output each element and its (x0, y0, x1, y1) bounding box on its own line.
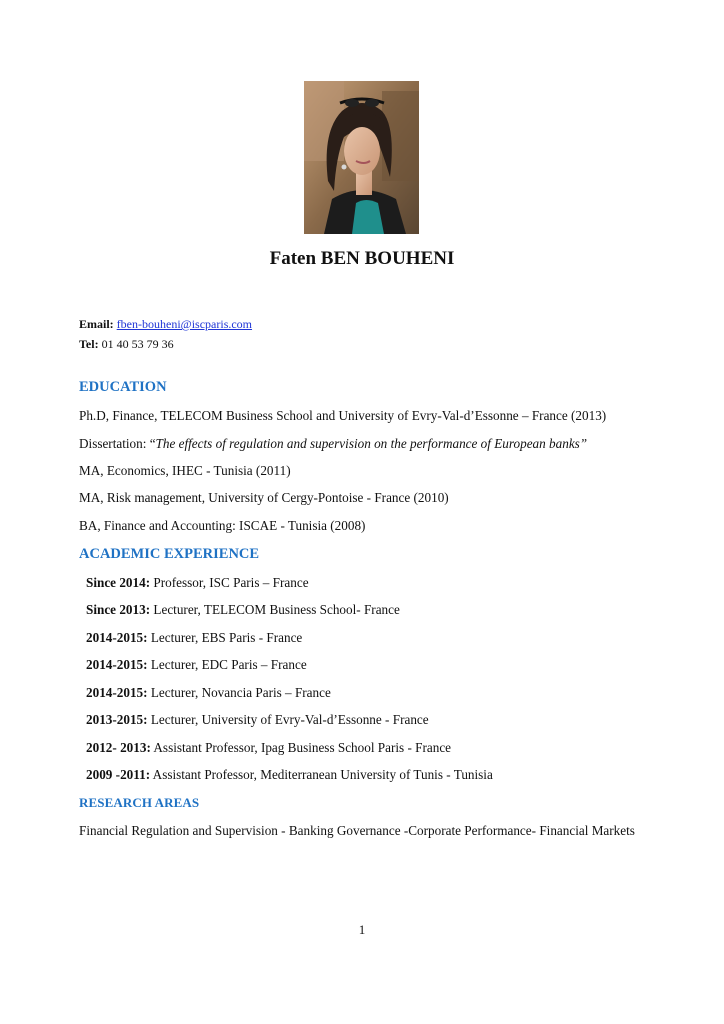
academic-role: Lecturer, Novancia Paris – France (147, 685, 331, 700)
academic-period: 2014-2015: (86, 630, 148, 645)
academic-role: Lecturer, University of Evry-Val-d’Essonne - France (147, 712, 429, 727)
academic-item (86, 657, 307, 673)
research-heading: RESEARCH AREAS (79, 795, 200, 810)
academic-heading: ACADEMIC EXPERIENCE (79, 546, 260, 562)
email-label: Email: (79, 317, 114, 331)
academic-item (86, 767, 493, 783)
page-number: 1 (358, 922, 366, 937)
academic-period: Since 2014: (86, 575, 151, 590)
profile-photo (304, 81, 419, 234)
academic-period: 2014-2015: (86, 657, 148, 672)
email-link[interactable]: fben-bouheni@iscparis.com (116, 317, 253, 331)
academic-item (86, 712, 429, 728)
academic-item (86, 602, 400, 618)
education-heading: EDUCATION (79, 379, 167, 395)
academic-role: Assistant Professor, Mediterranean University of Tunis - Tunisia (150, 767, 493, 782)
email-row (79, 317, 252, 332)
academic-item (86, 575, 309, 591)
academic-role: Assistant Professor, Ipag Business School Paris - France (150, 740, 452, 755)
academic-item (86, 630, 302, 646)
academic-role: Lecturer, TELECOM Business School- France (150, 602, 400, 617)
dissertation-title: The effects of regulation and supervision on the performance of European banks” (155, 436, 588, 451)
academic-period: 2014-2015: (86, 685, 148, 700)
academic-role: Professor, ISC Paris – France (150, 575, 309, 590)
academic-item (86, 685, 331, 701)
academic-period: Since 2013: (86, 602, 151, 617)
education-ma-risk: MA, Risk management, University of Cergy-Pontoise - France (2010) (79, 490, 449, 505)
education-dissertation (79, 436, 587, 452)
tel-label: Tel: (79, 337, 99, 351)
research-areas-text: Financial Regulation and Supervision - Banking Governance -Corporate Performance- Financial Markets (79, 823, 635, 838)
education-phd: Ph.D, Finance, TELECOM Business School and University of Evry-Val-d’Essonne – France (2013) (79, 408, 607, 423)
tel-row (79, 337, 174, 352)
academic-role: Lecturer, EBS Paris - France (147, 630, 303, 645)
education-ma-economics: MA, Economics, IHEC - Tunisia (2011) (79, 463, 291, 478)
academic-period: 2009 -2011: (86, 767, 151, 782)
dissertation-label: Dissertation: “ (79, 436, 156, 451)
education-ba: BA, Finance and Accounting: ISCAE - Tunisia (2008) (79, 518, 366, 533)
academic-period: 2012- 2013: (86, 740, 151, 755)
academic-item (86, 740, 451, 756)
academic-role: Lecturer, EDC Paris – France (147, 657, 307, 672)
tel-value: 01 40 53 79 36 (101, 337, 174, 351)
candidate-name: Faten BEN BOUHENI (269, 248, 455, 269)
academic-period: 2013-2015: (86, 712, 148, 727)
